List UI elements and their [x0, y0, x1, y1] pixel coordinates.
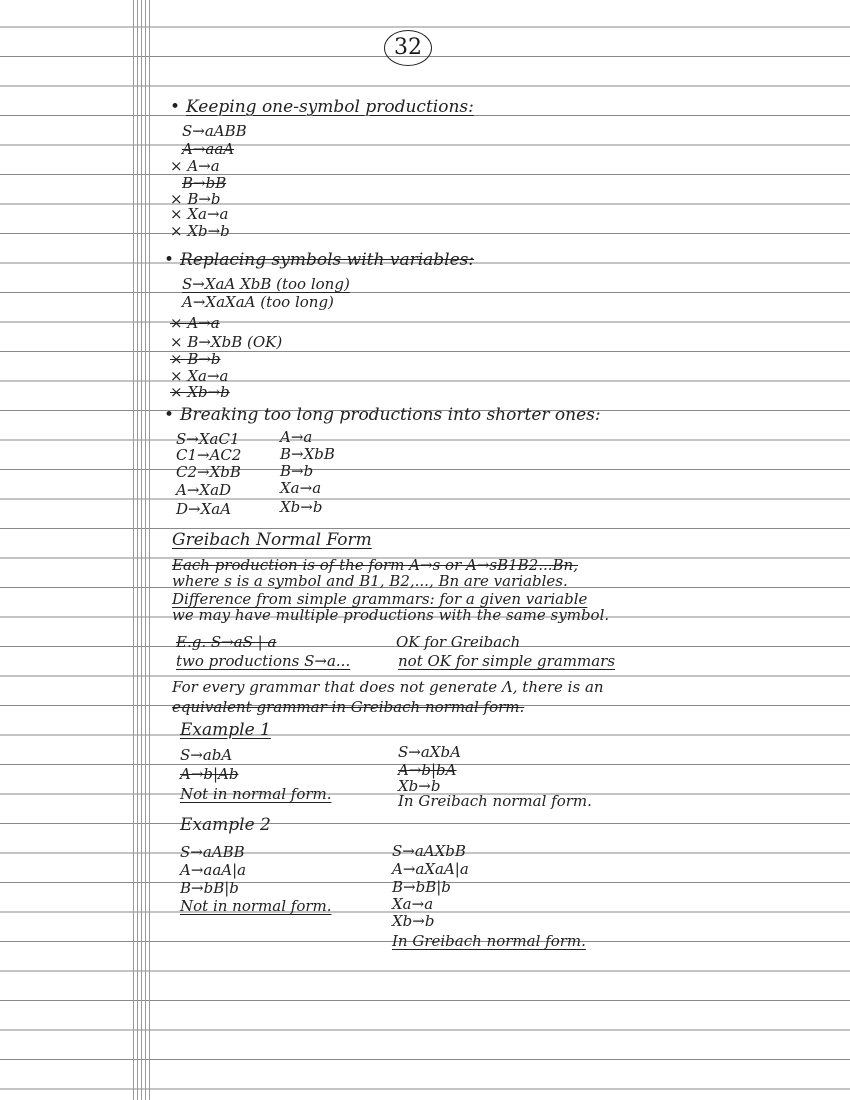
example-title: Example 1 [180, 720, 271, 740]
production-line: Xb→b [392, 912, 435, 930]
theorem-line: equivalent grammar in Greibach normal form. [172, 698, 525, 716]
production-line: S→aABB [182, 122, 247, 140]
production-line: C1→AC2 [176, 446, 242, 464]
margin-line [145, 0, 146, 1100]
production-line: A→a [280, 428, 313, 446]
production-line: A→aaA|a [180, 861, 247, 879]
production-line: A→b|bA [398, 761, 457, 779]
production-line: Xb→b [398, 777, 441, 795]
production-line: B→bB [182, 174, 227, 192]
theorem-line: For every grammar that does not generate Λ, there is an [172, 678, 604, 696]
definition-line: Difference from simple grammars: for a given variable [172, 590, 588, 608]
production-line: A→b|Ab [180, 765, 239, 783]
production-line: B→bB|b [180, 879, 239, 897]
production-line: S→aAXbB [392, 842, 466, 860]
production-line: C2→XbB [176, 463, 241, 481]
production-line: S→XaA XbB (too long) [182, 275, 350, 293]
production-line: Not in normal form. [180, 897, 332, 915]
production-line: A→aaA [182, 140, 235, 158]
definition-line: we may have multiple productions with the same symbol. [172, 606, 610, 624]
production-line: × A→a [170, 157, 220, 175]
page-number: 32 [384, 30, 432, 66]
definition-line: where s is a symbol and B1, B2,..., Bn are variables. [172, 572, 568, 590]
section-heading: • Breaking too long productions into shorter ones: [164, 406, 601, 424]
production-line: × Xb→b [170, 383, 230, 401]
production-line: × B→XbB (OK) [170, 333, 283, 351]
margin-line [133, 0, 134, 1100]
production-line: × Xa→a [170, 367, 229, 385]
margin-line [149, 0, 150, 1100]
production-line: S→abA [180, 746, 233, 764]
production-line: Xb→b [280, 498, 323, 516]
production-line: A→XaD [176, 481, 232, 499]
production-line: Xa→a [280, 479, 322, 497]
example-line: E.g. S→aS | a [176, 633, 277, 651]
section-heading: • Keeping one-symbol productions: [170, 98, 474, 116]
production-line: D→XaA [176, 500, 232, 518]
production-line: A→XaXaA (too long) [182, 293, 334, 311]
production-line: Not in normal form. [180, 785, 332, 803]
production-line: × A→a [170, 314, 220, 332]
production-line: B→b [280, 462, 314, 480]
production-line: S→aABB [180, 843, 245, 861]
production-line: × B→b [170, 350, 221, 368]
section-title: Greibach Normal Form [172, 530, 372, 550]
example-line: OK for Greibach [396, 633, 521, 651]
section-heading: • Replacing symbols with variables: [164, 251, 474, 269]
production-line: Xa→a [392, 895, 434, 913]
example-title: Example 2 [180, 815, 271, 835]
production-line: S→XaC1 [176, 430, 240, 448]
production-line: B→bB|b [392, 878, 451, 896]
example-line: two productions S→a... [176, 652, 351, 670]
example-line: not OK for simple grammars [398, 652, 616, 670]
production-line: A→aXaA|a [392, 860, 469, 878]
production-line: In Greibach normal form. [392, 932, 586, 950]
production-line: S→aXbA [398, 743, 461, 761]
margin-line [141, 0, 142, 1100]
production-line: In Greibach normal form. [398, 792, 592, 810]
production-line: × Xb→b [170, 222, 230, 240]
production-line: B→XbB [280, 445, 335, 463]
production-line: × Xa→a [170, 205, 229, 223]
margin-line [137, 0, 138, 1100]
definition-line: Each production is of the form A→s or A→sB1B2...Bn, [172, 556, 578, 574]
production-line: × B→b [170, 190, 221, 208]
